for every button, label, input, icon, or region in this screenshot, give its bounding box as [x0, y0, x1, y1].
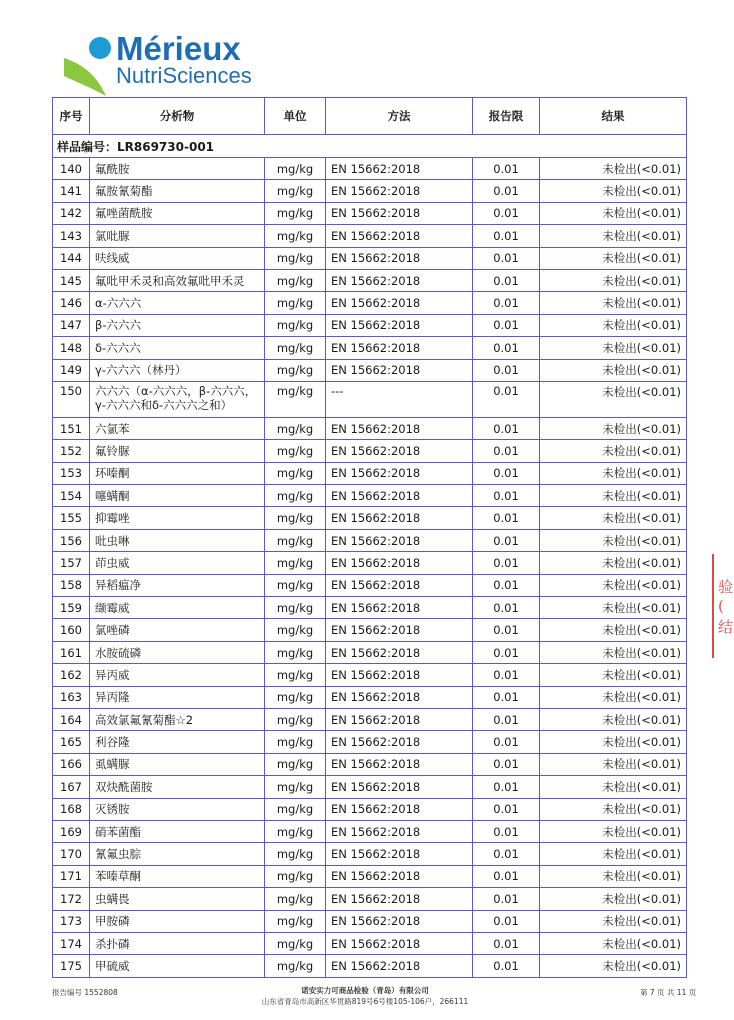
row-result: 未检出(<0.01): [540, 753, 687, 775]
row-method: EN 15662:2018: [326, 731, 473, 753]
table-row: [53, 932, 687, 954]
row-result: 未检出(<0.01): [540, 865, 687, 887]
row-result: 未检出(<0.01): [540, 247, 687, 269]
row-limit: 0.01: [473, 731, 540, 753]
row-no: 154: [53, 485, 90, 507]
row-limit: 0.01: [473, 843, 540, 865]
row-method: EN 15662:2018: [326, 597, 473, 619]
row-limit: 0.01: [473, 158, 540, 180]
logo-leaf-icon: [62, 36, 118, 96]
row-result: 未检出(<0.01): [540, 708, 687, 730]
row-method: EN 15662:2018: [326, 753, 473, 775]
row-limit: 0.01: [473, 314, 540, 336]
header-analyte: 分析物: [90, 98, 265, 135]
red-seal-stamp: [712, 554, 734, 658]
row-analyte: 噻螨酮: [90, 485, 265, 507]
table-row: [53, 686, 687, 708]
row-limit: 0.01: [473, 910, 540, 932]
row-method: EN 15662:2018: [326, 440, 473, 462]
table-row: [53, 225, 687, 247]
row-no: 158: [53, 574, 90, 596]
row-limit: 0.01: [473, 641, 540, 663]
row-unit: mg/kg: [265, 888, 326, 910]
footer-company: 诺安实力可商品检验（青岛）有限公司: [301, 986, 429, 995]
row-result: 未检出(<0.01): [540, 888, 687, 910]
row-no: 142: [53, 202, 90, 224]
row-method: EN 15662:2018: [326, 417, 473, 439]
row-unit: mg/kg: [265, 359, 326, 381]
table-row: [53, 337, 687, 359]
row-no: 140: [53, 158, 90, 180]
row-unit: mg/kg: [265, 753, 326, 775]
row-no: 150: [53, 381, 90, 417]
row-method: EN 15662:2018: [326, 888, 473, 910]
row-limit: 0.01: [473, 888, 540, 910]
row-unit: mg/kg: [265, 381, 326, 417]
row-unit: mg/kg: [265, 619, 326, 641]
row-unit: mg/kg: [265, 507, 326, 529]
row-result: 未检出(<0.01): [540, 180, 687, 202]
row-unit: mg/kg: [265, 865, 326, 887]
results-table: [52, 97, 687, 978]
row-result: 未检出(<0.01): [540, 417, 687, 439]
row-analyte: δ-六六六: [90, 337, 265, 359]
row-method: EN 15662:2018: [326, 337, 473, 359]
row-method: EN 15662:2018: [326, 708, 473, 730]
table-row: [53, 381, 687, 417]
row-result: 未检出(<0.01): [540, 337, 687, 359]
row-unit: mg/kg: [265, 247, 326, 269]
table-row: [53, 359, 687, 381]
row-limit: 0.01: [473, 269, 540, 291]
row-analyte: 氟铃脲: [90, 440, 265, 462]
row-result: 未检出(<0.01): [540, 776, 687, 798]
row-result: 未检出(<0.01): [540, 552, 687, 574]
row-limit: 0.01: [473, 686, 540, 708]
row-limit: 0.01: [473, 180, 540, 202]
row-limit: 0.01: [473, 932, 540, 954]
row-analyte: 抑霉唑: [90, 507, 265, 529]
row-analyte: 氰氟虫腙: [90, 843, 265, 865]
row-limit: 0.01: [473, 529, 540, 551]
row-method: EN 15662:2018: [326, 202, 473, 224]
row-unit: mg/kg: [265, 955, 326, 977]
row-method: EN 15662:2018: [326, 552, 473, 574]
row-result: 未检出(<0.01): [540, 641, 687, 663]
row-analyte: 呋线威: [90, 247, 265, 269]
row-limit: 0.01: [473, 552, 540, 574]
table-row: [53, 485, 687, 507]
row-method: EN 15662:2018: [326, 158, 473, 180]
row-limit: 0.01: [473, 462, 540, 484]
row-method: EN 15662:2018: [326, 269, 473, 291]
row-analyte: 甲胺磷: [90, 910, 265, 932]
table-row: [53, 708, 687, 730]
row-result: 未检出(<0.01): [540, 225, 687, 247]
row-limit: 0.01: [473, 798, 540, 820]
footer-address: 山东省青岛市高新区华贯路819号6号楼105-106户，266111: [261, 997, 469, 1006]
row-no: 156: [53, 529, 90, 551]
row-no: 169: [53, 820, 90, 842]
row-result: 未检出(<0.01): [540, 843, 687, 865]
row-result: 未检出(<0.01): [540, 664, 687, 686]
row-no: 173: [53, 910, 90, 932]
table-row: [53, 888, 687, 910]
row-method: EN 15662:2018: [326, 641, 473, 663]
row-result: 未检出(<0.01): [540, 440, 687, 462]
row-no: 168: [53, 798, 90, 820]
row-analyte: 氟胺氰菊酯: [90, 180, 265, 202]
row-method: EN 15662:2018: [326, 843, 473, 865]
row-analyte: 六六六（α-六六六，β-六六六，γ-六六六和δ-六六六之和）: [90, 381, 265, 417]
table-row: [53, 641, 687, 663]
table-row: [53, 776, 687, 798]
row-analyte: 利谷隆: [90, 731, 265, 753]
row-limit: 0.01: [473, 574, 540, 596]
row-limit: 0.01: [473, 337, 540, 359]
footer-company-block: [200, 985, 530, 1007]
row-analyte: 甲硫威: [90, 955, 265, 977]
row-unit: mg/kg: [265, 686, 326, 708]
table-row: [53, 820, 687, 842]
row-no: 155: [53, 507, 90, 529]
row-limit: 0.01: [473, 955, 540, 977]
header-method: 方法: [326, 98, 473, 135]
logo-line2: NutriSciences: [116, 63, 252, 88]
row-result: 未检出(<0.01): [540, 381, 687, 417]
row-analyte: 缬霉威: [90, 597, 265, 619]
row-method: EN 15662:2018: [326, 865, 473, 887]
row-result: 未检出(<0.01): [540, 798, 687, 820]
row-result: 未检出(<0.01): [540, 597, 687, 619]
row-unit: mg/kg: [265, 552, 326, 574]
row-unit: mg/kg: [265, 158, 326, 180]
table-row: [53, 597, 687, 619]
table-row: [53, 955, 687, 977]
row-unit: mg/kg: [265, 225, 326, 247]
table-row: [53, 462, 687, 484]
table-row: [53, 753, 687, 775]
row-result: 未检出(<0.01): [540, 932, 687, 954]
row-result: 未检出(<0.01): [540, 955, 687, 977]
row-analyte: 环嗪酮: [90, 462, 265, 484]
row-no: 149: [53, 359, 90, 381]
row-no: 145: [53, 269, 90, 291]
row-method: EN 15662:2018: [326, 507, 473, 529]
table-row: [53, 417, 687, 439]
table-row: [53, 910, 687, 932]
table-row: [53, 798, 687, 820]
row-result: 未检出(<0.01): [540, 910, 687, 932]
row-unit: mg/kg: [265, 485, 326, 507]
row-analyte: 杀扑磷: [90, 932, 265, 954]
row-result: 未检出(<0.01): [540, 574, 687, 596]
table-row: [53, 202, 687, 224]
row-limit: 0.01: [473, 619, 540, 641]
row-limit: 0.01: [473, 292, 540, 314]
row-unit: mg/kg: [265, 314, 326, 336]
row-result: 未检出(<0.01): [540, 686, 687, 708]
table-row: [53, 269, 687, 291]
stamp-glyph-1: 验(: [718, 578, 734, 615]
stamp-glyph-2: 结: [718, 618, 734, 636]
row-limit: 0.01: [473, 708, 540, 730]
row-result: 未检出(<0.01): [540, 314, 687, 336]
sample-id-row: [53, 135, 687, 158]
row-unit: mg/kg: [265, 843, 326, 865]
table-row: [53, 529, 687, 551]
row-method: EN 15662:2018: [326, 359, 473, 381]
row-limit: 0.01: [473, 440, 540, 462]
table-row: [53, 843, 687, 865]
row-result: 未检出(<0.01): [540, 462, 687, 484]
row-no: 146: [53, 292, 90, 314]
row-analyte: α-六六六: [90, 292, 265, 314]
row-limit: 0.01: [473, 664, 540, 686]
row-analyte: 异丙威: [90, 664, 265, 686]
row-limit: 0.01: [473, 202, 540, 224]
table-row: [53, 731, 687, 753]
table-row: [53, 158, 687, 180]
row-no: 161: [53, 641, 90, 663]
row-unit: mg/kg: [265, 708, 326, 730]
row-no: 159: [53, 597, 90, 619]
row-unit: mg/kg: [265, 641, 326, 663]
row-limit: 0.01: [473, 247, 540, 269]
row-limit: 0.01: [473, 507, 540, 529]
row-result: 未检出(<0.01): [540, 529, 687, 551]
row-analyte: γ-六六六（林丹）: [90, 359, 265, 381]
row-no: 172: [53, 888, 90, 910]
row-unit: mg/kg: [265, 664, 326, 686]
row-unit: mg/kg: [265, 292, 326, 314]
row-no: 171: [53, 865, 90, 887]
row-analyte: 苯嗪草酮: [90, 865, 265, 887]
row-method: EN 15662:2018: [326, 292, 473, 314]
row-unit: mg/kg: [265, 798, 326, 820]
row-analyte: β-六六六: [90, 314, 265, 336]
row-no: 152: [53, 440, 90, 462]
row-result: 未检出(<0.01): [540, 619, 687, 641]
table-header-row: [53, 98, 687, 135]
table-row: [53, 440, 687, 462]
table-row: [53, 552, 687, 574]
table-row: [53, 619, 687, 641]
row-no: 157: [53, 552, 90, 574]
row-analyte: 灭锈胺: [90, 798, 265, 820]
sample-id-label: 样品编号：LR869730-001: [53, 135, 687, 158]
row-result: 未检出(<0.01): [540, 359, 687, 381]
row-limit: 0.01: [473, 381, 540, 417]
row-analyte: 氯唑磷: [90, 619, 265, 641]
row-analyte: 硝苯菌酯: [90, 820, 265, 842]
row-analyte: 吡虫啉: [90, 529, 265, 551]
table-row: [53, 574, 687, 596]
row-method: ---: [326, 381, 473, 417]
row-method: EN 15662:2018: [326, 180, 473, 202]
row-method: EN 15662:2018: [326, 619, 473, 641]
row-no: 164: [53, 708, 90, 730]
row-analyte: 异丙隆: [90, 686, 265, 708]
row-unit: mg/kg: [265, 731, 326, 753]
table-row: [53, 865, 687, 887]
row-unit: mg/kg: [265, 180, 326, 202]
row-method: EN 15662:2018: [326, 529, 473, 551]
row-analyte: 异稻瘟净: [90, 574, 265, 596]
row-no: 174: [53, 932, 90, 954]
table-row: [53, 507, 687, 529]
row-analyte: 高效氯氟氰菊酯☆2: [90, 708, 265, 730]
row-unit: mg/kg: [265, 597, 326, 619]
row-no: 175: [53, 955, 90, 977]
row-analyte: 氯吡脲: [90, 225, 265, 247]
row-no: 151: [53, 417, 90, 439]
row-unit: mg/kg: [265, 776, 326, 798]
row-no: 141: [53, 180, 90, 202]
row-analyte: 茚虫威: [90, 552, 265, 574]
row-method: EN 15662:2018: [326, 485, 473, 507]
row-method: EN 15662:2018: [326, 955, 473, 977]
row-no: 153: [53, 462, 90, 484]
row-no: 148: [53, 337, 90, 359]
row-result: 未检出(<0.01): [540, 507, 687, 529]
row-no: 147: [53, 314, 90, 336]
row-no: 160: [53, 619, 90, 641]
row-analyte: 氟酰胺: [90, 158, 265, 180]
row-result: 未检出(<0.01): [540, 731, 687, 753]
row-result: 未检出(<0.01): [540, 202, 687, 224]
row-unit: mg/kg: [265, 440, 326, 462]
row-unit: mg/kg: [265, 202, 326, 224]
row-analyte: 氟唑菌酰胺: [90, 202, 265, 224]
row-method: EN 15662:2018: [326, 686, 473, 708]
row-method: EN 15662:2018: [326, 798, 473, 820]
row-method: EN 15662:2018: [326, 462, 473, 484]
row-unit: mg/kg: [265, 462, 326, 484]
row-result: 未检出(<0.01): [540, 292, 687, 314]
row-limit: 0.01: [473, 359, 540, 381]
row-no: 144: [53, 247, 90, 269]
row-method: EN 15662:2018: [326, 247, 473, 269]
row-method: EN 15662:2018: [326, 820, 473, 842]
row-result: 未检出(<0.01): [540, 269, 687, 291]
row-unit: mg/kg: [265, 820, 326, 842]
company-logo: [62, 30, 262, 100]
header-unit: 单位: [265, 98, 326, 135]
row-no: 170: [53, 843, 90, 865]
table-row: [53, 314, 687, 336]
footer-report-no: 报告编号 1552808: [52, 988, 118, 997]
row-analyte: 氟吡甲禾灵和高效氟吡甲禾灵: [90, 269, 265, 291]
row-no: 162: [53, 664, 90, 686]
row-no: 163: [53, 686, 90, 708]
row-analyte: 双炔酰菌胺: [90, 776, 265, 798]
row-limit: 0.01: [473, 820, 540, 842]
table-row: [53, 292, 687, 314]
logo-line1: Mérieux: [116, 30, 241, 67]
row-no: 165: [53, 731, 90, 753]
header-no: 序号: [53, 98, 90, 135]
row-unit: mg/kg: [265, 417, 326, 439]
row-analyte: 六氯苯: [90, 417, 265, 439]
row-limit: 0.01: [473, 225, 540, 247]
row-method: EN 15662:2018: [326, 574, 473, 596]
row-limit: 0.01: [473, 597, 540, 619]
row-no: 143: [53, 225, 90, 247]
row-method: EN 15662:2018: [326, 776, 473, 798]
row-method: EN 15662:2018: [326, 664, 473, 686]
row-limit: 0.01: [473, 485, 540, 507]
row-unit: mg/kg: [265, 529, 326, 551]
row-analyte: 虱螨脲: [90, 753, 265, 775]
table-row: [53, 664, 687, 686]
row-analyte: 虫螨畏: [90, 888, 265, 910]
table-row: [53, 247, 687, 269]
row-unit: mg/kg: [265, 910, 326, 932]
table-row: [53, 180, 687, 202]
row-unit: mg/kg: [265, 337, 326, 359]
footer-page-number: 第 7 页 共 11 页: [640, 988, 697, 997]
row-limit: 0.01: [473, 417, 540, 439]
row-method: EN 15662:2018: [326, 932, 473, 954]
header-limit: 报告限: [473, 98, 540, 135]
row-result: 未检出(<0.01): [540, 485, 687, 507]
row-unit: mg/kg: [265, 574, 326, 596]
row-result: 未检出(<0.01): [540, 158, 687, 180]
row-analyte: 水胺硫磷: [90, 641, 265, 663]
row-limit: 0.01: [473, 776, 540, 798]
row-unit: mg/kg: [265, 932, 326, 954]
row-no: 166: [53, 753, 90, 775]
row-method: EN 15662:2018: [326, 225, 473, 247]
row-no: 167: [53, 776, 90, 798]
row-method: EN 15662:2018: [326, 910, 473, 932]
row-method: EN 15662:2018: [326, 314, 473, 336]
row-limit: 0.01: [473, 865, 540, 887]
header-result: 结果: [540, 98, 687, 135]
row-limit: 0.01: [473, 753, 540, 775]
row-result: 未检出(<0.01): [540, 820, 687, 842]
row-unit: mg/kg: [265, 269, 326, 291]
